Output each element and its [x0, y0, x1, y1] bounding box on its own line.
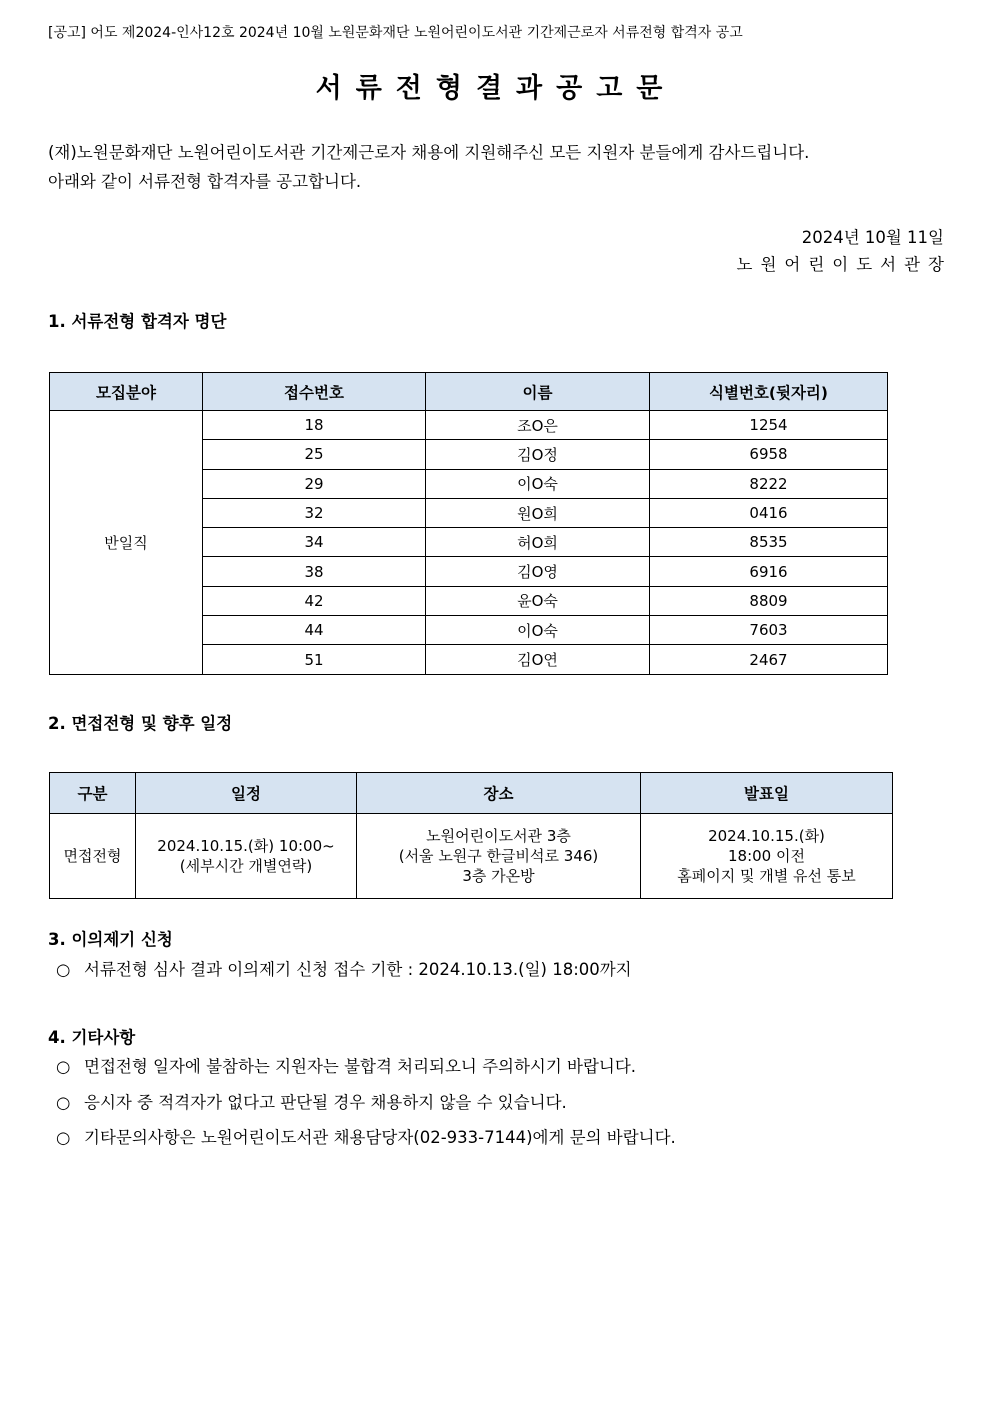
col-header-receipt-no: 접수번호	[203, 373, 426, 411]
place-cell	[357, 814, 641, 899]
announce-line: 2024.10.15.(화)	[708, 827, 825, 845]
circle-bullet-icon: ○	[56, 960, 71, 979]
receipt-no-cell: 51	[203, 645, 426, 674]
notice-item	[56, 1053, 636, 1077]
table-row	[50, 411, 888, 440]
schedule-line: 2024.10.15.(화) 10:00~	[157, 837, 335, 855]
id-cell: 8222	[650, 469, 888, 498]
section-4-heading: 4. 기타사항	[48, 1028, 136, 1047]
receipt-no-cell: 18	[203, 411, 426, 440]
objection-item	[56, 956, 632, 980]
receipt-no-cell: 42	[203, 586, 426, 615]
col-header-id: 식별번호(뒷자리)	[650, 373, 888, 411]
name-cell: 이O숙	[426, 469, 650, 498]
receipt-no-cell: 25	[203, 440, 426, 469]
id-cell: 2467	[650, 645, 888, 674]
name-cell: 김O정	[426, 440, 650, 469]
id-cell: 7603	[650, 616, 888, 645]
id-cell: 0416	[650, 498, 888, 527]
field-cell: 반일직	[50, 411, 203, 675]
place-line: 노원어린이도서관 3층	[426, 827, 571, 845]
id-cell: 8809	[650, 586, 888, 615]
notice-item	[56, 1089, 567, 1113]
name-cell: 조O은	[426, 411, 650, 440]
bullet-text: 서류전형 심사 결과 이의제기 신청 접수 기한 : 2024.10.13.(일) 18:00까지	[84, 960, 632, 979]
receipt-no-cell: 32	[203, 498, 426, 527]
passed-applicants-table	[49, 372, 888, 675]
id-cell: 6958	[650, 440, 888, 469]
announce-line: 홈페이지 및 개별 유선 통보	[677, 867, 856, 885]
intro-paragraph	[48, 138, 944, 196]
name-cell: 윤O숙	[426, 586, 650, 615]
id-cell: 8535	[650, 528, 888, 557]
section-3-heading: 3. 이의제기 신청	[48, 930, 173, 949]
table-header-row	[50, 373, 888, 411]
col-header-name: 이름	[426, 373, 650, 411]
signer: 노원어린이도서관장	[736, 255, 952, 274]
circle-bullet-icon: ○	[56, 1057, 71, 1076]
document-title: 서류전형결과공고문	[315, 73, 677, 104]
bullet-text: 응시자 중 적격자가 없다고 판단될 경우 채용하지 않을 수 있습니다.	[84, 1093, 567, 1112]
intro-line-2: 아래와 같이 서류전형 합격자를 공고합니다.	[48, 172, 362, 191]
notice-item	[56, 1124, 676, 1148]
receipt-no-cell: 29	[203, 469, 426, 498]
schedule-line: (세부시간 개별연락)	[179, 857, 313, 875]
name-cell: 이O숙	[426, 616, 650, 645]
id-cell: 6916	[650, 557, 888, 586]
col-header-category: 구분	[50, 773, 136, 814]
interview-schedule-table	[49, 772, 893, 899]
circle-bullet-icon: ○	[56, 1128, 71, 1147]
table-row	[50, 814, 893, 899]
announcement-reference: [공고] 어도 제2024-인사12호 2024년 10월 노원문화재단 노원어린이도서관 기간제근로자 서류전형 합격자 공고	[48, 25, 743, 41]
announce-line: 18:00 이전	[728, 847, 805, 865]
intro-line-1: (재)노원문화재단 노원어린이도서관 기간제근로자 채용에 지원해주신 모든 지원자 분들에게 감사드립니다.	[48, 143, 810, 162]
col-header-place: 장소	[357, 773, 641, 814]
name-cell: 김O영	[426, 557, 650, 586]
section-1-heading: 1. 서류전형 합격자 명단	[48, 312, 227, 331]
col-header-announce-date: 발표일	[641, 773, 893, 814]
receipt-no-cell: 34	[203, 528, 426, 557]
schedule-cell	[136, 814, 357, 899]
bullet-text: 기타문의사항은 노원어린이도서관 채용담당자(02-933-7144)에게 문의 바랍니다.	[84, 1128, 676, 1147]
col-header-schedule: 일정	[136, 773, 357, 814]
name-cell: 원O희	[426, 498, 650, 527]
announce-cell	[641, 814, 893, 899]
col-header-field: 모집분야	[50, 373, 203, 411]
receipt-no-cell: 44	[203, 616, 426, 645]
table-header-row	[50, 773, 893, 814]
announcement-date: 2024년 10월 11일	[801, 228, 944, 247]
category-cell: 면접전형	[50, 814, 136, 899]
id-cell: 1254	[650, 411, 888, 440]
bullet-text: 면접전형 일자에 불참하는 지원자는 불합격 처리되오니 주의하시기 바랍니다.	[84, 1057, 637, 1076]
place-line: (서울 노원구 한글비석로 346)	[398, 847, 599, 865]
place-line: 3층 가온방	[462, 867, 535, 885]
name-cell: 허O희	[426, 528, 650, 557]
receipt-no-cell: 38	[203, 557, 426, 586]
section-2-heading: 2. 면접전형 및 향후 일정	[48, 714, 233, 733]
name-cell: 김O연	[426, 645, 650, 674]
circle-bullet-icon: ○	[56, 1093, 71, 1112]
